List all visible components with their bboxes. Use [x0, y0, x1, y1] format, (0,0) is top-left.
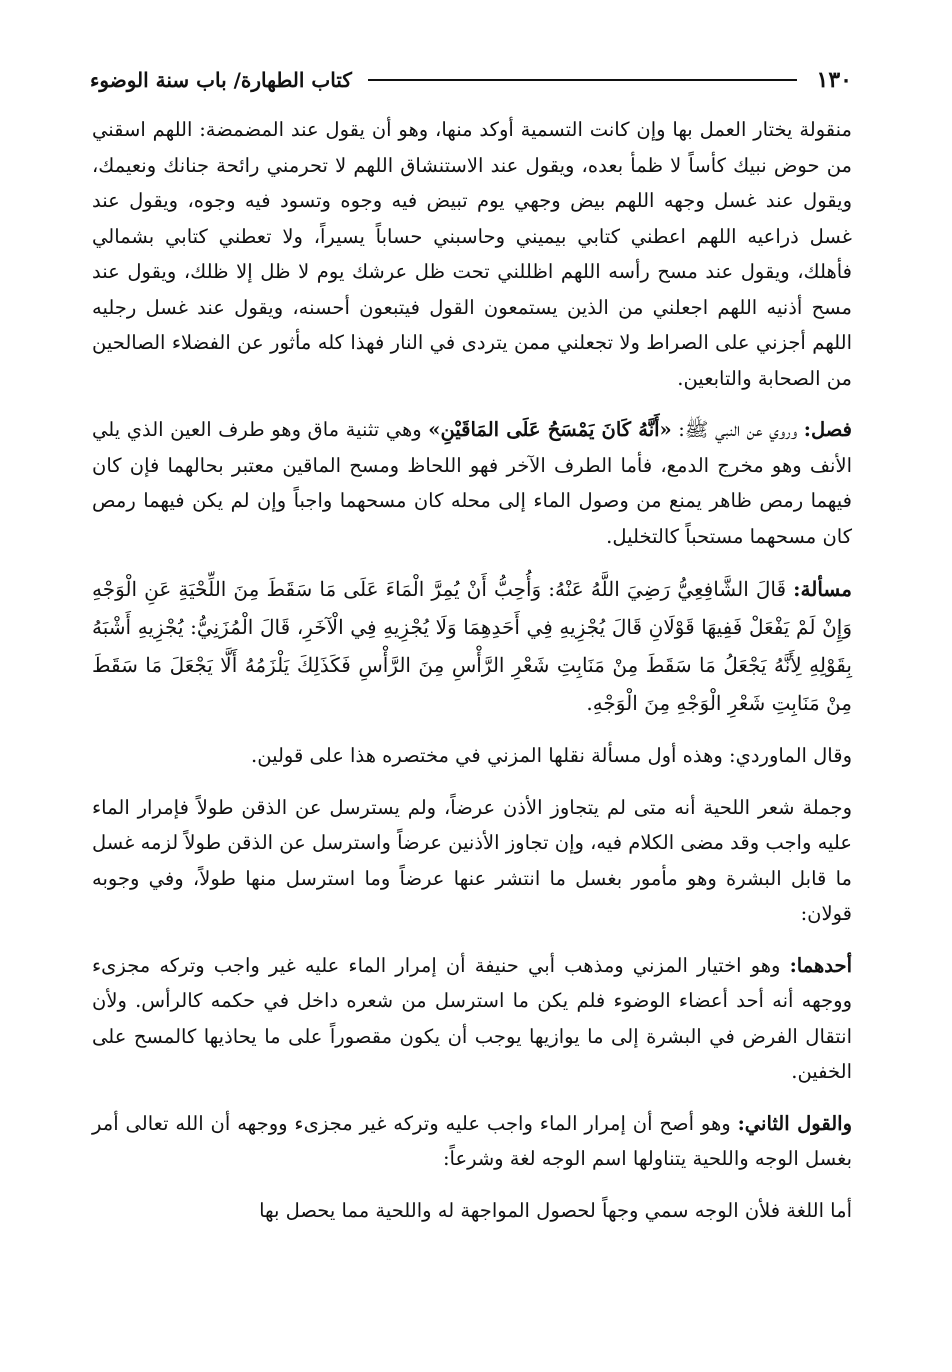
paragraph-text: وهو أصح أن إمرار الماء واجب عليه وتركه غير مجزىء ووجهه أن الله تعالى أمر بغسل الوجه واللحية يتناولها اسم الوجه لغة وشرعاً: [92, 1111, 852, 1170]
paragraph-language [92, 1193, 852, 1229]
page-header [90, 60, 852, 100]
page-number: ١٣٠ [816, 67, 852, 93]
paragraph-supplications [92, 112, 852, 396]
hadith-quote: «أَنَّهُ كَانَ يَمْسَحُ عَلَى المَاقَيْنِ» [428, 418, 672, 441]
section-lead: مسألة: [793, 577, 852, 601]
paragraph-beard [92, 790, 852, 932]
paragraph-text: وهو اختيار المزني ومذهب أبي حنيفة أن إمرار الماء عليه غير واجب وتركه مجزىء ووجهه أنه أحد أعضاء الوضوء فلم يكن ما استرسل من شعره داخل في حكمه كالرأس. ولأن انتقال الفرض في البشرة إلى ما يوازيها يوجب أن يكون مقصوراً على ما يحاذيها كالمسح على الخفين. [92, 953, 852, 1083]
page-body [92, 112, 852, 1228]
paragraph-masala [92, 570, 852, 722]
section-lead: والقول الثاني: [737, 1111, 852, 1135]
section-lead: فصل: [803, 418, 852, 441]
paragraph-text: وهي تثنية ماق وهو طرف العين الذي يلي الأنف وهو مخرج الدمع، فأما الطرف الآخر فهو اللحاظ ومسح الماقين معتبر بحالهما فإن كان فيهما رمص ظاهر يمنع من وصول الماء إلى محله كان مسحهما واجباً وإن لم يكن فيهما رمص كان مسحهما مستحباً كالتخليل. [92, 418, 852, 548]
paragraph-text: منقولة يختار العمل بها وإن كانت التسمية أوكد منها، وهو أن يقول عند المضمضة: اللهم اسقني من حوض نبيك كأساً لا ظمأ بعده، ويقول عند الاستنشاق اللهم لا تحرمني رائحة جنانك ونعيمك، ويقول عند غسل وجهه اللهم بيض وجهي يوم تبيض فيه وجوه وتسود فيه وجوه، ويقول عند غسل ذراعيه اللهم اعطني كتابي بيميني وحاسبني حساباً يسيراً، ولا تعطني كتابي بشمالي فأهلك، ويقول عند مسح رأسه اللهم اظللني تحت ظل عرشك يوم لا ظل إلا ظلك، ويقول عند مسح أذنيه اللهم اجعلني من الذين يستمعون القول فيتبعون أحسنه، ويقول عند غسل رجليه اللهم أجزني على الصراط ولا تجعلني ممن يتردى في النار فهذا كله مأثور عن الفضلاء الصالحين من الصحابة والتابعين. [92, 118, 852, 390]
running-title: كتاب الطهارة/ باب سنة الوضوء [90, 68, 352, 92]
paragraph-second-opinion [92, 1106, 852, 1177]
paragraph-first-opinion [92, 948, 852, 1090]
paragraph-text: وجملة شعر اللحية أنه متى لم يتجاوز الأذن عرضاً، ولم يسترسل عن الذقن طولاً فإمرار الماء عليه واجب وقد مضى الكلام فيه، وإن تجاوز الأذنين عرضاً واسترسل عن الذقن طولاً لزمه غسل ما قابل البشرة وهو مأمور بغسل ما انتشر عنها عرضاً وما استرسل منها طولاً، وفي وجوبه قولان: [92, 795, 852, 925]
paragraph-mawardi [92, 738, 852, 774]
header-rule [368, 79, 797, 81]
paragraph-text: وقال الماوردي: وهذه أول مسألة نقلها المزني في مختصره هذا على قولين. [251, 744, 852, 767]
paragraph-text: أما اللغة فلأن الوجه سمي وجهاً لحصول المواجهة له واللحية مما يحصل بها [259, 1198, 852, 1222]
section-lead: أحدهما: [789, 953, 852, 977]
paragraph-fasl [92, 412, 852, 554]
paragraph-pre: وروي عن النبي ﷺ: [671, 418, 804, 441]
paragraph-text: قَالَ الشَّافِعِيُّ رَضِيَ اللَّهُ عَنْهُ: وَأُحِبُّ أَنْ يُمِرَّ الْمَاءَ عَلَى مَا سَقَطَ مِنَ اللِّحْيَةِ عَنِ الْوَجْهِ وَإِنْ لَمْ يَفْعَلْ فَفِيهَا قَوْلَانِ قَالَ يُجْزِيهِ فِي أَحَدِهِمَا وَلَا يُجْزِيهِ فِي الْآخَرِ، قَالَ الْمُزَنِيُّ: يُجْزِيهِ أَشْبَهُ بِقَوْلِهِ لِأَنَّهُ يَجْعَلُ مَا سَقَطَ مِنْ مَنَابِتِ شَعْرِ الرَّأْسِ مِنَ الرَّأْسِ فَكَذَلِكَ يَلْزَمُهُ أَلَّا يَجْعَلَ مَا سَقَطَ مِنْ مَنَابِتِ شَعْرِ الْوَجْهِ مِنَ الْوَجْهِ. [92, 577, 852, 715]
